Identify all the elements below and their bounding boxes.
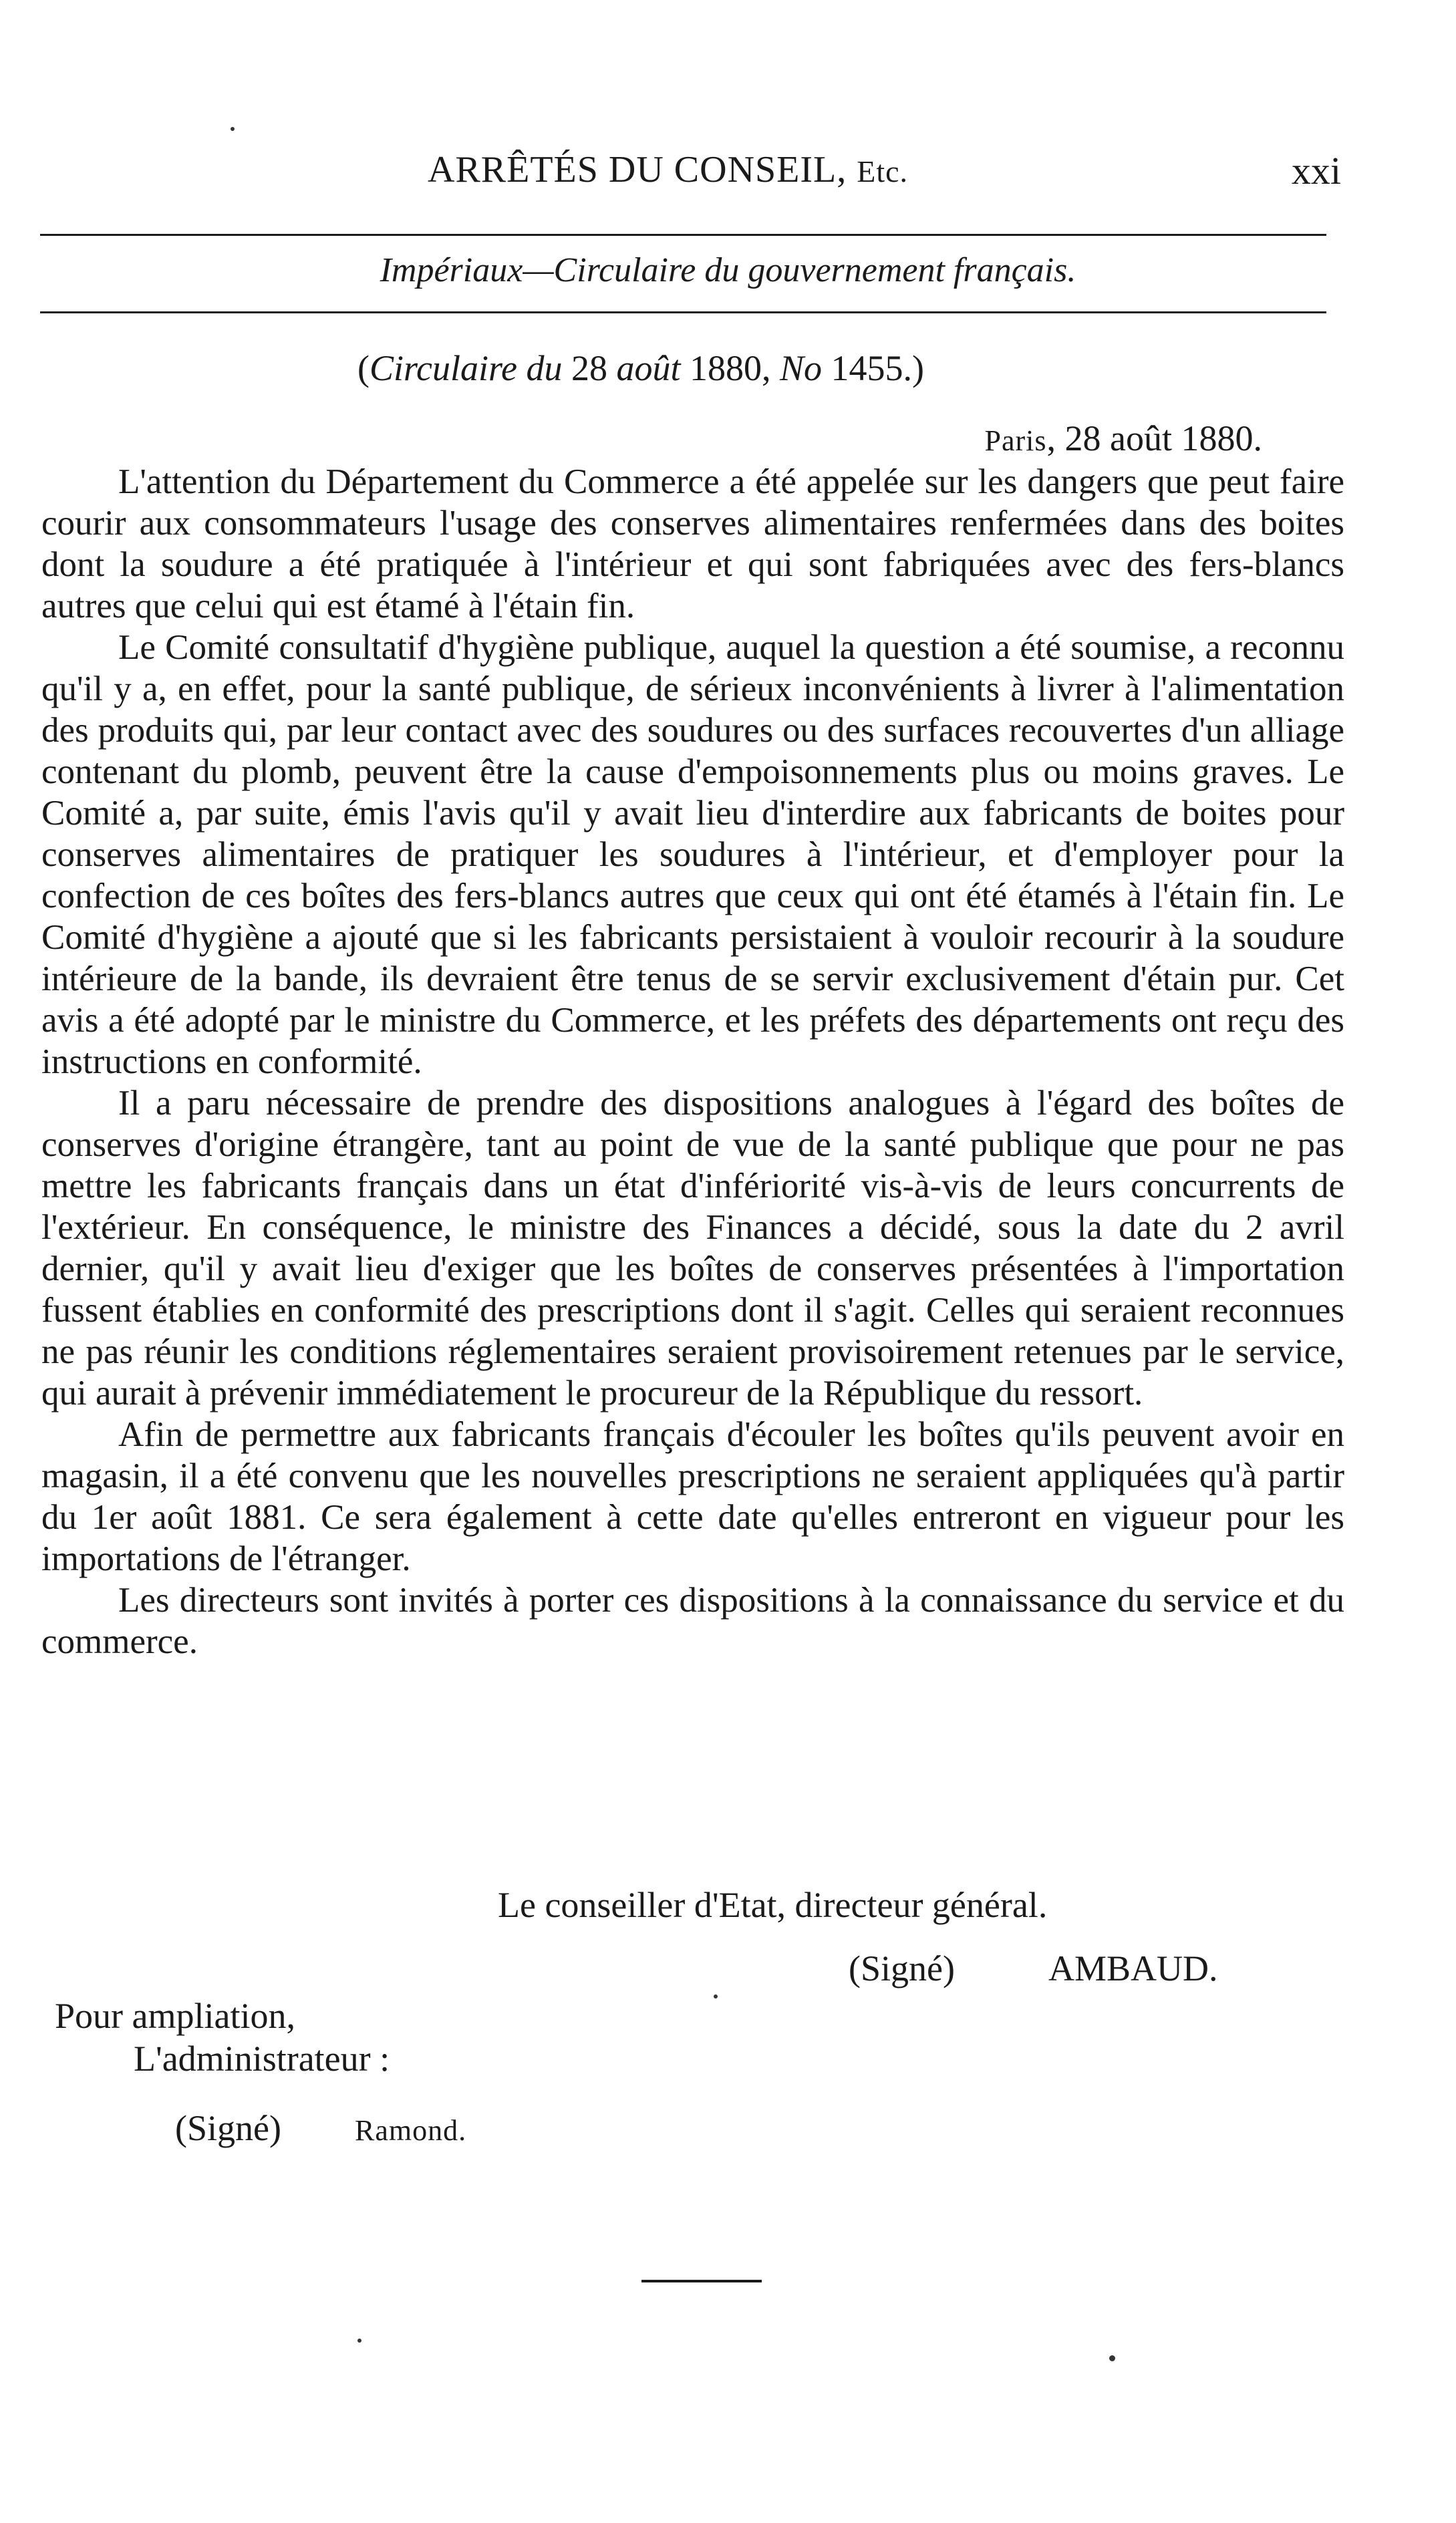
admin-signed-label: (Signé) [175,2108,281,2148]
ampliation-line: Pour ampliation, [55,1996,295,2036]
place-date [985,418,1262,459]
circ-year: 1880, [680,348,780,388]
circ-no-label: No [779,348,823,388]
admin-name: Ramond. [354,2114,467,2147]
paragraph-1: L'attention du Département du Commerce a été appelée sur les dangers que peut faire courir aux consommateurs l'usage des conserves alimentaires renfermées dans des boites dont la soudure a été pratiquée à l'intérieur et qui sont fabriquées avec des fers-blancs autres que celui qui est étamé à l'étain fin. [41,462,1344,625]
running-title [428,148,908,191]
circ-month: août [616,348,681,388]
print-speck [1109,2355,1115,2361]
print-speck [357,2339,361,2343]
circ-label: Circulaire du [369,348,563,388]
date-text: , 28 août 1880. [1046,418,1262,458]
page-number: xxi [1291,149,1341,192]
running-title-suffix: Etc. [857,154,909,188]
circular-reference [357,347,924,389]
paragraph-5: Les directeurs sont invités à porter ces dispositions à la connaissance du service et du commerce. [41,1581,1344,1661]
circ-open-paren: ( [357,348,370,388]
end-rule [641,2280,762,2282]
section-subhead: Impériaux—Circulaire du gouvernement français. [380,251,1076,289]
administrator-signature [55,2107,466,2152]
print-speck [231,127,235,131]
paragraph-3: Il a paru nécessaire de prendre des dispositions analogues à l'égard des boîtes de conserves d'origine étrangère, tant au point de vue de la santé publique que pour ne pas mettre les fabricants français dans un état d'infériorité vis-à-vis de leurs concurrents de l'extérieur. En conséquence, le ministre des Finances a décidé, sous la date du 2 avril dernier, qu'il y avait lieu d'exiger que les boîtes de conserves présentées à l'importation fussent établies en conformité des prescriptions dont il s'agit. Celles qui seraient reconnues ne pas réunir les conditions réglementaires seraient provisoirement retenues par le service, qui aurait à prévenir immédiatement le procureur de la République du ressort. [41,1084,1344,1413]
body-text [41,461,1344,1662]
circ-day: 28 [562,348,617,388]
administrator-line: L'administrateur : [134,2039,390,2079]
circ-number: 1455.) [822,348,924,388]
running-title-prefix: ARRÊTÉS DU CONSEIL, [428,149,857,190]
header-rule-top [40,234,1326,236]
paragraph-2: Le Comité consultatif d'hygiène publique, auquel la question a été soumise, a reconnu qu'il y a, en effet, pour la santé publique, de sérieux inconvénients à livrer à l'alimentation des produits qui, par leur contact avec des soudures ou des surfaces recouvertes d'un alliage contenant du plomb, peuvent être la cause d'empoisonnements plus ou moins graves. Le Comité a, par suite, émis l'avis qu'il y avait lieu d'interdire aux fabricants de boites pour conserves alimentaires de pratiquer les soudures à l'intérieur, et d'employer pour la confection de ces boîtes des fers-blancs autres que ceux qui ont été étamés à l'étain fin. Le Comité d'hygiène a ajouté que si les fabricants persistaient à vouloir recourir à la soudure intérieure de la bande, ils devraient être tenus de se servir exclusivement d'étain pur. Cet avis a été adopté par le ministre du Commerce, et les préfets des départements ont reçu des instructions en conformité. [41,628,1344,1081]
paragraph-4: Afin de permettre aux fabricants français d'écouler les boîtes qu'ils peuvent avoir en magasin, il a été convenu que les nouvelles prescriptions ne seraient appliquées qu'à partir du 1er août 1881. Ce sera également à cette date qu'elles entreront en vigueur pour les importations de l'étranger. [41,1415,1344,1578]
print-speck [714,1994,718,1998]
place-name: Paris [984,424,1047,457]
signatory-line [849,1948,1218,1989]
signatory-title: Le conseiller d'Etat, directeur général. [498,1885,1048,1925]
signatory-name: AMBAUD. [1048,1948,1218,1988]
running-head [0,148,1456,195]
header-rule-bottom [40,311,1326,313]
signed-label: (Signé) [849,1948,955,1988]
ampliation-block [55,1994,466,2152]
